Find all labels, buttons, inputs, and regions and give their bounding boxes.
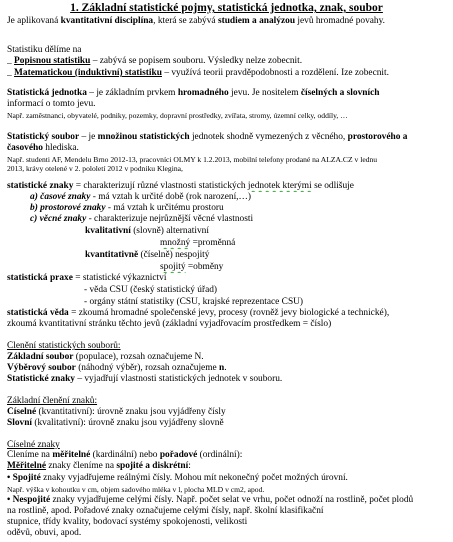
text-bold: číselných a slovních [300,88,380,98]
practice-item-1: - věda ČSÚ (český statistický úřad) [84,285,218,295]
text-bold: Matematickou (induktivní) statistiku [14,68,162,78]
text-bold: a) časové znaky [30,192,91,202]
practice-definition [7,273,449,284]
qualitative-line [85,226,449,237]
text-bold: statistická věda [7,308,69,318]
set-definition-cont [7,143,449,154]
page-title: 1. Základní statistické pojmy, statistická jednotka, znak, soubor [70,2,383,14]
text-bold: prostorového a [347,132,408,142]
text: Členíme na [7,450,53,460]
set-example-1: Např. studenti AF, Mendelu Brno 2012-13, pracovníci OLMY k 1.2.2013, mobilní telefony prodané na ALZA.CZ v lednu [7,155,378,164]
text: – vyjadřují vlastnosti statistických jednotek v souboru. [74,374,283,384]
text-bold: Číselné [7,407,37,417]
division-item-1: _ Popisnou statistiku – zabývá se popisem souboru. Výsledky nelze zobecnit. [7,56,303,66]
basic-item-2 [7,418,449,429]
text-bold: měřitelné [52,450,91,460]
text-bold: Statistická jednotka [7,88,87,98]
set-example-2: 2013, krávy otelené v 2. pololetí 2012 v podniku Klegina, [7,164,183,173]
text: - má vztah k určitému prostoru [105,203,224,213]
text-bold: Popisnou statistiku [14,56,91,66]
quantitative-sub [160,262,449,273]
text: znaky vyjadřujeme celými čísly. Např. počet selat ve vrhu, počet odnoží na rostlině, počet plodů [50,495,414,505]
numeric-line-2 [7,461,449,472]
set-definition [7,132,449,143]
text-bold: pořadové [159,450,198,460]
numeric-heading: Číselné znaky [7,440,60,450]
numeric-line-1 [7,450,449,461]
text-bold: Statistické znaky [7,374,75,384]
basic-heading: Základní členění znaků: [7,396,98,406]
text: , která se zabývá [153,16,218,26]
practice-item-2: - orgány státní statistiky (ČSÚ, krajské reprezentace ČSÚ) [84,297,304,307]
text-bold: statistická praxe [7,273,73,283]
trait-space [30,203,449,214]
sets-item-2 [7,363,449,374]
text-bold: kvalitativní [85,226,131,236]
text: = charakterizují různé vlastnosti statistických [73,181,248,191]
numeric-line-7: oděvů, obuvi, apod. [7,528,82,538]
text-bold: množinou statistických [97,132,190,142]
text: (slovně) alternativní [130,226,209,236]
text: Je aplikovaná [7,16,61,26]
division-item-2: _ Matematickou (induktivní) statistiku – využívá teorii pravděpodobnosti a rozdělení. Ize zobecnit. [7,68,389,78]
text-bold: statistické znaky [7,181,74,191]
text: = zkoumá hromadné společenské jevy, procesy (rovněž jevy biologické a technické), [68,308,390,318]
text: – je základním prvkem [86,88,178,98]
unit-example: Např. zaměstnanci, obyvatelé, podniky, pozemky, dopravní prostředky, zvířata, stromy, územní celky, oddíly, … [7,111,348,120]
text: : [188,461,191,471]
text: znaky členíme na [46,461,117,471]
text: jevů hromadné povahy. [295,16,386,26]
sets-item-3 [7,374,449,385]
text: (ordinální): [197,450,243,460]
text: =obměny [185,262,224,272]
text-bold: studiem a analýzou [217,16,296,26]
text: (kardinální) nebo [90,450,160,460]
numeric-line-5: na rostlině, apod. Pořadové znaky označujeme celými čísly, např. školní klasifikační [7,506,324,516]
traits-definition [7,181,449,192]
text: = statistické výkaznictví [72,273,167,283]
qualitative-sub [160,238,449,249]
text: . [224,363,227,373]
division-heading: Statistiku dělíme na [7,45,82,55]
text: =proměnná [190,238,236,248]
text: množný [160,238,191,248]
text-bold: časového [7,143,43,153]
numeric-continuous-example: Např. výška v kohoutku v cm, objem sadového mléka v l, plocha MLD v cm2, apod. [7,485,265,494]
text-bold: spojité a diskrétní [116,461,189,471]
text-bold: Měřitelné [7,461,47,471]
text: jednotek shodně vymezených z věcného, [189,132,348,142]
text-bold: c) věcné znaky [30,214,87,224]
text: - má vztah k určité době (rok narození,…) [90,192,252,202]
science-definition [7,308,449,319]
text-bold: b) prostorové znaky [30,203,106,213]
text: – zabývá se popisem souboru. Výsledky nelze zobecnit. [90,56,303,66]
numeric-continuous [7,473,449,484]
text: jevu. Je nositelem [228,88,301,98]
text: (kvantitativní): úrovně znaku jsou vyjádřeny čísly [36,407,226,417]
science-definition-cont: zkoumá kvantitativní stránku těchto jevů (základní vyjadřovacím prostředkem = číslo) [7,319,332,329]
text: spojitý [160,262,186,272]
text-bold: kvantitativní disciplína [60,16,154,26]
numeric-discrete [7,495,449,506]
text-bold: • Nespojité [7,495,51,505]
trait-time [30,192,449,203]
trait-material [30,214,449,225]
text: jednotek kterými [247,181,312,191]
sets-item-1 [7,352,449,363]
intro-line [7,16,449,27]
text: - charakterizuje nejrůznější věcné vlastnosti [86,214,254,224]
text: – využívá teorii pravděpodobnosti a rozdělení. Ize zobecnit. [161,68,389,78]
basic-item-1 [7,407,449,418]
text-bold: Slovní [7,418,33,428]
text: (číselně) nespojitý [138,250,210,260]
text-bold: Výběrový soubor [7,363,76,373]
text: znaky vyjadřujeme reálnými čísly. Mohou mít nekonečný počet možných úrovní. [40,473,348,483]
text: (kvalitativní): úrovně znaku jsou vyjádřeny slovně [32,418,224,428]
text: (náhodný výběr), rozsah označujeme [75,363,220,373]
quantitative-line [85,250,449,261]
text-bold: hromadného [177,88,229,98]
text: hlediska. [42,143,79,153]
unit-definition-cont: informací o tomto jevu. [7,99,96,109]
text-bold: Základní soubor [7,352,74,362]
text-bold: n [219,363,225,373]
text: se odlišuje [311,181,354,191]
text: (populace), rozsah označujeme N. [73,352,204,362]
text-bold: Statistický soubor [7,132,80,142]
text-bold: kvantitativně [85,250,139,260]
sets-heading: Členění statistických souborů: [7,341,121,351]
numeric-line-6: stupnice, třídy kvality, bodovací systémy spokojenosti, velikosti [7,517,248,527]
text: – je [79,132,98,142]
unit-definition [7,88,449,99]
text-bold: • Spojité [7,473,41,483]
